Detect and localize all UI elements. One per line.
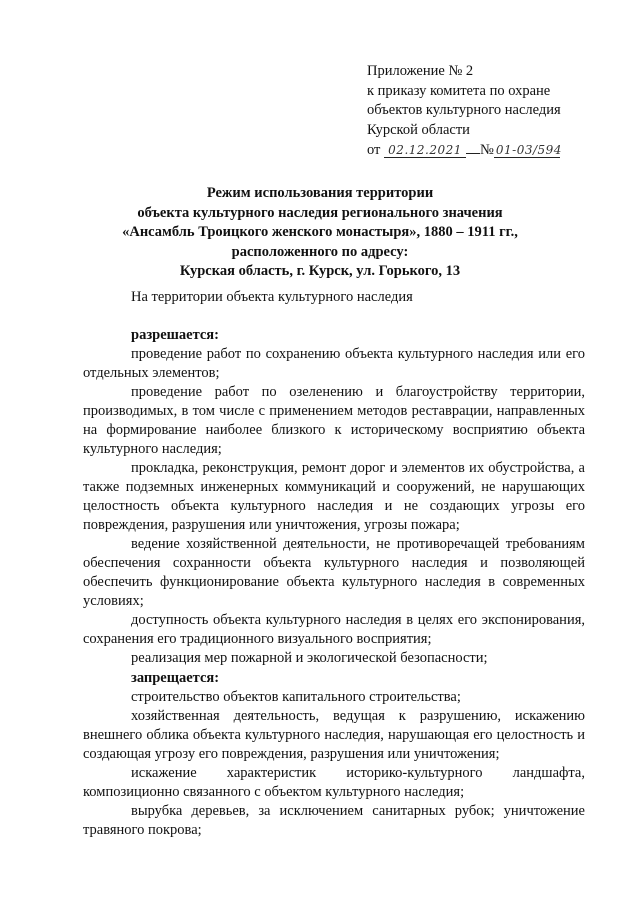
- allowed-item: проведение работ по сохранению объекта культурного наследия или его отдельных элементов;: [83, 346, 585, 381]
- handwritten-number: 01-03/594: [495, 143, 562, 157]
- allowed-list: [83, 345, 585, 668]
- allowed-item: доступность объекта культурного наследия в целях его экспонирования, сохранения его традиционного визуального восприятия;: [83, 612, 585, 647]
- allowed-item: реализация мер пожарной и экологической безопасности;: [131, 650, 488, 666]
- appendix-date-line: [367, 140, 607, 161]
- prohibited-item: вырубка деревьев, за исключением санитарных рубок; уничтожение травяного покрова;: [83, 803, 585, 838]
- appendix-region: Курской области: [367, 121, 470, 138]
- title-line-3: «Ансамбль Троицкого женского монастыря», 1880 – 1911 гг.,: [122, 224, 518, 240]
- title-line-1: Режим использования территории: [206, 185, 434, 201]
- title-line-2: объекта культурного наследия регионального значения: [137, 204, 503, 221]
- allowed-item: ведение хозяйственной деятельности, не противоречащей требованиям обеспечения сохранности объекта культурного наследия и позволяющей обеспечить функционирование объекта культурного наследия в современных условиях;: [83, 536, 585, 609]
- prohibited-item: строительство объектов капитального строительства;: [131, 689, 461, 705]
- appendix-order-ref: к приказу комитета по охране: [367, 82, 551, 99]
- prohibited-item: искажение характеристик историко-культурного ландшафта, композиционно связанного с объектом культурного наследия;: [83, 765, 585, 800]
- title-line-5: Курская область, г. Курск, ул. Горького, 13: [179, 263, 461, 279]
- appendix-block: [367, 62, 607, 161]
- allowed-item: проведение работ по озеленению и благоустройству территории, производимых, в том числе с применением методов реставрации, направленных на формирование наиболее близкого к историческому восприятию объекта культурного наследия;: [83, 384, 585, 457]
- appendix-committee: объектов культурного наследия: [367, 102, 561, 118]
- underline-gap: [466, 140, 480, 154]
- number-label: №: [480, 142, 494, 158]
- from-label: от: [367, 142, 381, 158]
- document-title: [90, 184, 550, 282]
- allowed-item: прокладка, реконструкция, ремонт дорог и элементов их обустройства, а также подземных инженерных коммуникаций и сооружений, не нарушающих целостность объекта культурного наследия и не создающих угрозы его повреждения, разрушения или уничтожения, угрозы пожара;: [83, 460, 585, 533]
- prohibited-item: хозяйственная деятельность, ведущая к разрушению, искажению внешнего облика объекта культурного наследия, нарушающая его целостность и создающая угрозу его повреждения, разрушения или уничтожения;: [83, 708, 585, 762]
- prohibited-list: [83, 688, 585, 840]
- handwritten-date: 02.12.2021: [384, 144, 466, 158]
- intro-text: На территории объекта культурного наследия: [131, 289, 413, 305]
- allowed-heading: разрешается:: [131, 327, 219, 343]
- title-line-4: расположенного по адресу:: [231, 243, 409, 260]
- appendix-number: Приложение № 2: [367, 63, 474, 79]
- prohibited-heading: запрещается:: [131, 670, 220, 686]
